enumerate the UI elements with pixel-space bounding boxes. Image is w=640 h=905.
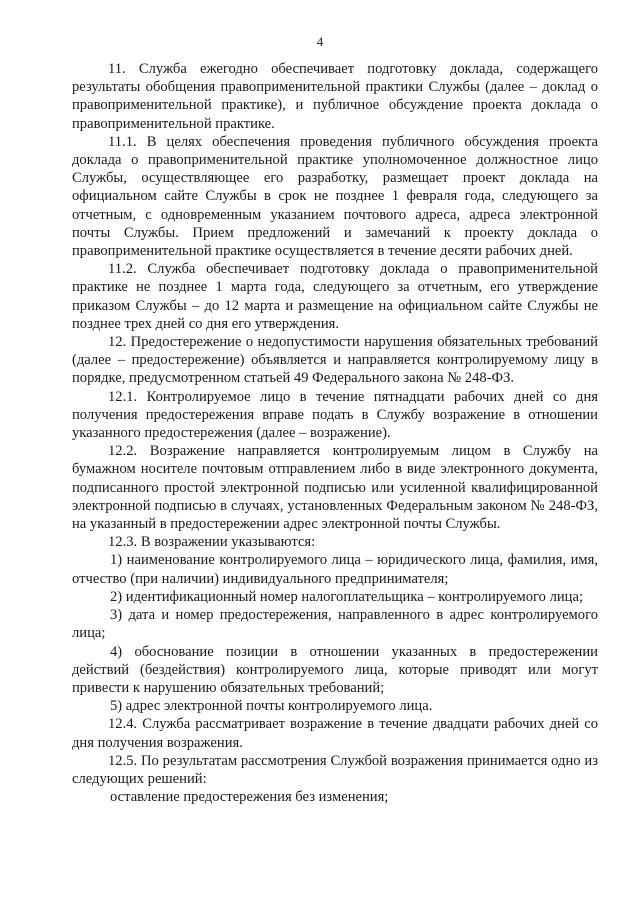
paragraph-11-1: 11.1. В целях обеспечения проведения публичного обсуждения проекта доклада о правоприменительной практике уполномоченное должностное лицо Службы, осуществляющее его разработку, размещает проект доклада на официальном сайте Службы в срок не позднее 1 февраля года, следующего за отчетным, с одновременным указанием почтового адреса, адреса электронной почты Службы. Прием предложений и замечаний к проекту доклада о правоприменительной практике осуществляется в течение десяти рабочих дней. [72, 133, 598, 260]
decision-option-1: оставление предостережения без изменения; [110, 789, 389, 806]
paragraph-12-4: 12.4. Служба рассматривает возражение в течение двадцати рабочих дней со дня получения возражения. [72, 716, 598, 751]
paragraph-12-5: 12.5. По результатам рассмотрения Службой возражения принимается одно из следующих решений: [72, 752, 598, 787]
list-item-3: 3) дата и номер предостережения, направленного в адрес контролируемого лица; [72, 607, 598, 642]
list-item-1: 1) наименование контролируемого лица – юридического лица, фамилия, имя, отчество (при наличии) индивидуального предпринимателя; [72, 552, 598, 587]
paragraph-12-2: 12.2. Возражение направляется контролируемым лицом в Службу на бумажном носителе почтовым отправлением либо в виде электронного документа, подписанного простой электронной подписью или усиленной квалифицированной электронной подписью в случаях, установленных Федеральным законом № 248-ФЗ, на указанный в предостережении адрес электронной почты Службы. [72, 443, 598, 533]
list-item-4: 4) обоснование позиции в отношении указанных в предостережении действий (бездействия) контролируемого лица, которые приводят или могут привести к нарушению обязательных требований; [72, 643, 598, 696]
page-number: 4 [316, 34, 324, 49]
paragraph-11: 11. Служба ежегодно обеспечивает подготовку доклада, содержащего результаты обобщения правоприменительной практики Службы (далее – доклад о правоприменительной практике), и публичное обсуждение проекта доклада о правоприменительной практике. [72, 61, 598, 132]
paragraph-11-2: 11.2. Служба обеспечивает подготовку доклада о правоприменительной практике не позднее 1 марта года, следующего за отчетным, его утверждение приказом Службы – до 12 марта и размещение на официальном сайте Службы не позднее трех дней со дня его утверждения. [72, 261, 598, 332]
list-item-2: 2) идентификационный номер налогоплательщика – контролируемого лица; [110, 588, 584, 605]
list-item-5: 5) адрес электронной почты контролируемого лица. [110, 698, 433, 715]
document-body [72, 60, 598, 806]
paragraph-12-3: 12.3. В возражении указываются: [108, 534, 316, 551]
paragraph-12: 12. Предостережение о недопустимости нарушения обязательных требований (далее – предостережение) объявляется и направляется контролируемому лицу в порядке, предусмотренном статьей 49 Федерального закона № 248-ФЗ. [72, 334, 598, 387]
paragraph-12-1: 12.1. Контролируемое лицо в течение пятнадцати рабочих дней со дня получения предостережения вправе подать в Службу возражение в отношении указанного предостережения (далее – возражение). [72, 388, 598, 442]
